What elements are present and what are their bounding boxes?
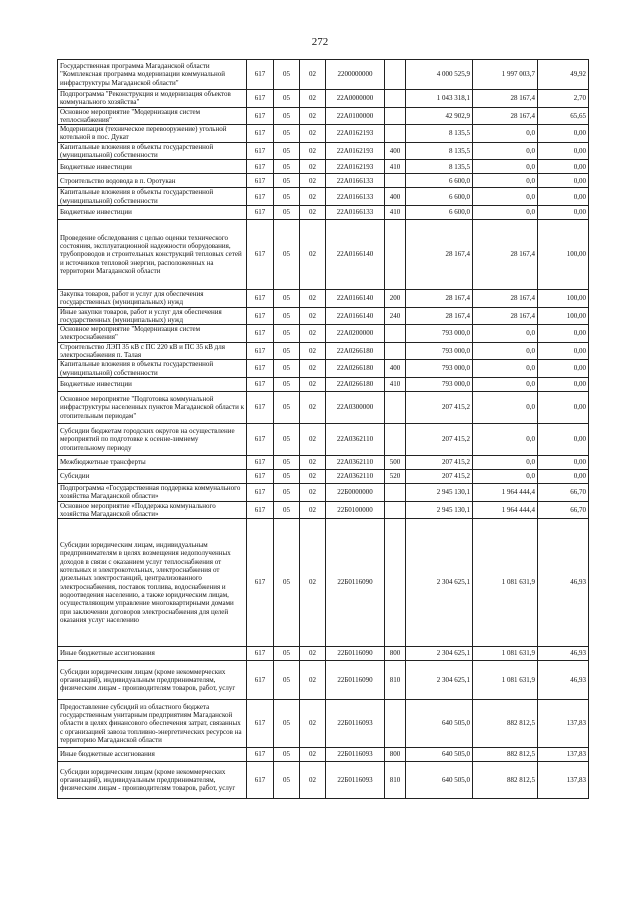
table-row	[58, 483, 589, 501]
cell-ved: 617	[247, 160, 274, 174]
cell-pct: 46,93	[538, 661, 589, 700]
cell-vr	[385, 700, 406, 748]
table-row	[58, 423, 589, 455]
cell-name: Субсидии	[58, 469, 247, 483]
cell-name: Строительство водовода в п. Оротукан	[58, 174, 247, 188]
cell-name: Подпрограмма "Реконструкция и модернизация объектов коммунального хозяйства"	[58, 90, 247, 108]
cell-fact: 0,0	[473, 469, 538, 483]
table-row	[58, 125, 589, 143]
cell-rz: 05	[274, 661, 300, 700]
cell-fact: 0,0	[473, 423, 538, 455]
cell-fact: 28 167,4	[473, 107, 538, 125]
cell-pct: 49,92	[538, 60, 589, 90]
cell-plan: 2 304 625,1	[406, 647, 473, 661]
cell-fact: 0,0	[473, 205, 538, 219]
cell-pct: 0,00	[538, 469, 589, 483]
cell-pr: 02	[300, 188, 326, 206]
table-row	[58, 519, 589, 647]
cell-pct: 0,00	[538, 423, 589, 455]
cell-plan: 207 415,2	[406, 469, 473, 483]
cell-plan: 4 000 525,9	[406, 60, 473, 90]
cell-rz: 05	[274, 519, 300, 647]
cell-vr: 410	[385, 377, 406, 391]
cell-plan: 6 600,0	[406, 188, 473, 206]
cell-fact: 1 964 444,4	[473, 501, 538, 519]
cell-csr: 22Б0116090	[326, 519, 385, 647]
table-row	[58, 60, 589, 90]
cell-plan: 640 505,0	[406, 762, 473, 799]
cell-rz: 05	[274, 205, 300, 219]
cell-plan: 207 415,2	[406, 391, 473, 423]
cell-name: Субсидии юридическим лицам (кроме некоммерческих организаций), индивидуальным предпринимателям, физическим лицам - производителям товаров, работ, услуг	[58, 762, 247, 799]
cell-csr: 22А0362110	[326, 469, 385, 483]
cell-fact: 0,0	[473, 455, 538, 469]
cell-vr: 200	[385, 289, 406, 307]
cell-name: Капитальные вложения в объекты государственной (муниципальной) собственности	[58, 142, 247, 160]
cell-fact: 0,0	[473, 125, 538, 143]
cell-csr: 22А0162193	[326, 160, 385, 174]
cell-name: Субсидии юридическим лицам (кроме некоммерческих организаций), индивидуальным предпринимателям, физическим лицам - производителям товаров, работ, услуг	[58, 661, 247, 700]
cell-plan: 28 167,4	[406, 289, 473, 307]
cell-fact: 28 167,4	[473, 289, 538, 307]
cell-ved: 617	[247, 700, 274, 748]
cell-plan: 207 415,2	[406, 423, 473, 455]
cell-pr: 02	[300, 501, 326, 519]
cell-pct: 0,00	[538, 174, 589, 188]
cell-plan: 793 000,0	[406, 377, 473, 391]
cell-rz: 05	[274, 469, 300, 483]
cell-rz: 05	[274, 174, 300, 188]
cell-pr: 02	[300, 748, 326, 762]
cell-csr: 22А0166140	[326, 219, 385, 289]
cell-pct: 0,00	[538, 391, 589, 423]
cell-name: Капитальные вложения в объекты государственной (муниципальной) собственности	[58, 188, 247, 206]
table-row	[58, 205, 589, 219]
table-row	[58, 325, 589, 343]
cell-rz: 05	[274, 483, 300, 501]
cell-pr: 02	[300, 289, 326, 307]
cell-pr: 02	[300, 455, 326, 469]
cell-vr: 810	[385, 762, 406, 799]
cell-plan: 28 167,4	[406, 219, 473, 289]
cell-csr: 22А0166133	[326, 174, 385, 188]
cell-pct: 137,83	[538, 762, 589, 799]
cell-csr: 22А0100000	[326, 107, 385, 125]
cell-csr: 22Б0116093	[326, 748, 385, 762]
cell-fact: 1 964 444,4	[473, 483, 538, 501]
cell-name: Закупка товаров, работ и услуг для обеспечения государственных (муниципальных) нужд	[58, 289, 247, 307]
cell-ved: 617	[247, 125, 274, 143]
cell-rz: 05	[274, 360, 300, 378]
cell-ved: 617	[247, 142, 274, 160]
cell-plan: 793 000,0	[406, 325, 473, 343]
cell-pct: 100,00	[538, 307, 589, 325]
cell-ved: 617	[247, 90, 274, 108]
cell-plan: 640 505,0	[406, 700, 473, 748]
cell-ved: 617	[247, 423, 274, 455]
cell-vr	[385, 391, 406, 423]
table-row	[58, 289, 589, 307]
cell-pct: 0,00	[538, 188, 589, 206]
table-row	[58, 647, 589, 661]
cell-ved: 617	[247, 325, 274, 343]
cell-pr: 02	[300, 647, 326, 661]
cell-fact: 28 167,4	[473, 219, 538, 289]
cell-name: Иные бюджетные ассигнования	[58, 748, 247, 762]
cell-pr: 02	[300, 125, 326, 143]
cell-pct: 66,70	[538, 483, 589, 501]
cell-pr: 02	[300, 142, 326, 160]
cell-fact: 1 081 631,9	[473, 661, 538, 700]
table-row	[58, 188, 589, 206]
cell-pr: 02	[300, 307, 326, 325]
cell-plan: 793 000,0	[406, 360, 473, 378]
cell-fact: 0,0	[473, 160, 538, 174]
cell-vr	[385, 107, 406, 125]
cell-plan: 1 043 318,1	[406, 90, 473, 108]
cell-vr: 240	[385, 307, 406, 325]
cell-csr: 22А0166140	[326, 289, 385, 307]
cell-fact: 28 167,4	[473, 90, 538, 108]
cell-vr: 800	[385, 647, 406, 661]
cell-csr: 22А0166133	[326, 188, 385, 206]
cell-vr: 400	[385, 188, 406, 206]
cell-pct: 137,83	[538, 748, 589, 762]
cell-rz: 05	[274, 325, 300, 343]
page-number: 272	[311, 36, 329, 48]
cell-csr: 22А0266180	[326, 342, 385, 360]
cell-plan: 2 945 130,1	[406, 501, 473, 519]
cell-pct: 2,70	[538, 90, 589, 108]
cell-pr: 02	[300, 762, 326, 799]
cell-pr: 02	[300, 107, 326, 125]
cell-plan: 2 945 130,1	[406, 483, 473, 501]
cell-rz: 05	[274, 423, 300, 455]
cell-ved: 617	[247, 391, 274, 423]
cell-vr	[385, 519, 406, 647]
cell-pr: 02	[300, 174, 326, 188]
cell-vr	[385, 501, 406, 519]
cell-name: Иные бюджетные ассигнования	[58, 647, 247, 661]
cell-csr: 22А0200000	[326, 325, 385, 343]
cell-pr: 02	[300, 469, 326, 483]
cell-name: Бюджетные инвестиции	[58, 205, 247, 219]
cell-pct: 46,93	[538, 647, 589, 661]
cell-ved: 617	[247, 647, 274, 661]
cell-fact: 0,0	[473, 360, 538, 378]
cell-plan: 2 304 625,1	[406, 661, 473, 700]
cell-fact: 0,0	[473, 377, 538, 391]
cell-vr: 400	[385, 142, 406, 160]
cell-ved: 617	[247, 748, 274, 762]
cell-csr: 22А0162193	[326, 125, 385, 143]
cell-vr: 520	[385, 469, 406, 483]
cell-name: Предоставление субсидий из областного бюджета государственным унитарным предприятиям Магаданской области в целях финансового обеспечения затрат, связанных с организацией завоза топливно-энергетических ресурсов на территорию Магаданской области	[58, 700, 247, 748]
cell-pr: 02	[300, 342, 326, 360]
cell-pct: 46,93	[538, 519, 589, 647]
cell-csr: 22А0266180	[326, 360, 385, 378]
cell-pct: 100,00	[538, 289, 589, 307]
table-row	[58, 501, 589, 519]
cell-name: Межбюджетные трансферты	[58, 455, 247, 469]
cell-fact: 0,0	[473, 188, 538, 206]
cell-pr: 02	[300, 483, 326, 501]
cell-rz: 05	[274, 307, 300, 325]
cell-csr: 22Б0116090	[326, 661, 385, 700]
cell-pr: 02	[300, 160, 326, 174]
cell-csr: 22А0166133	[326, 205, 385, 219]
cell-ved: 617	[247, 519, 274, 647]
cell-vr: 800	[385, 748, 406, 762]
cell-rz: 05	[274, 762, 300, 799]
cell-ved: 617	[247, 307, 274, 325]
cell-fact: 0,0	[473, 391, 538, 423]
cell-fact: 28 167,4	[473, 307, 538, 325]
cell-csr: 22Б0100000	[326, 501, 385, 519]
cell-csr: 22Б0000000	[326, 483, 385, 501]
cell-plan: 28 167,4	[406, 307, 473, 325]
cell-fact: 0,0	[473, 142, 538, 160]
cell-rz: 05	[274, 748, 300, 762]
cell-ved: 617	[247, 455, 274, 469]
cell-pct: 0,00	[538, 455, 589, 469]
cell-name: Основное мероприятие "Подготовка коммунальной инфраструктуры населенных пунктов Магаданской области к отопительным периодам"	[58, 391, 247, 423]
cell-pr: 02	[300, 700, 326, 748]
table-body	[58, 60, 589, 799]
cell-csr: 22Б0116093	[326, 762, 385, 799]
cell-pr: 02	[300, 325, 326, 343]
cell-plan: 640 505,0	[406, 748, 473, 762]
cell-ved: 617	[247, 219, 274, 289]
cell-vr: 810	[385, 661, 406, 700]
table-row	[58, 377, 589, 391]
table-row	[58, 219, 589, 289]
table-row	[58, 455, 589, 469]
table-row	[58, 307, 589, 325]
cell-pr: 02	[300, 60, 326, 90]
cell-ved: 617	[247, 107, 274, 125]
table-row	[58, 342, 589, 360]
cell-plan: 6 600,0	[406, 174, 473, 188]
cell-ved: 617	[247, 360, 274, 378]
cell-name: Модернизация (техническое перевооружение) угольной котельной в пос. Дукат	[58, 125, 247, 143]
cell-pr: 02	[300, 360, 326, 378]
cell-vr	[385, 174, 406, 188]
cell-name: Субсидии бюджетам городских округов на осуществление мероприятий по подготовке к осенне-зимнему отопительному периоду	[58, 423, 247, 455]
cell-csr: 22Б0116093	[326, 700, 385, 748]
cell-fact: 0,0	[473, 342, 538, 360]
cell-pct: 0,00	[538, 342, 589, 360]
table-row	[58, 762, 589, 799]
cell-csr: 22А0162193	[326, 142, 385, 160]
cell-pr: 02	[300, 90, 326, 108]
cell-pr: 02	[300, 205, 326, 219]
cell-fact: 882 812,5	[473, 762, 538, 799]
cell-pr: 02	[300, 661, 326, 700]
cell-pct: 65,65	[538, 107, 589, 125]
cell-vr	[385, 483, 406, 501]
cell-vr	[385, 219, 406, 289]
cell-ved: 617	[247, 661, 274, 700]
cell-plan: 6 600,0	[406, 205, 473, 219]
cell-name: Бюджетные инвестиции	[58, 377, 247, 391]
cell-plan: 207 415,2	[406, 455, 473, 469]
cell-vr	[385, 325, 406, 343]
cell-rz: 05	[274, 142, 300, 160]
cell-pr: 02	[300, 519, 326, 647]
cell-pct: 66,70	[538, 501, 589, 519]
cell-plan: 793 000,0	[406, 342, 473, 360]
cell-ved: 617	[247, 205, 274, 219]
cell-name: Иные закупки товаров, работ и услуг для обеспечения государственных (муниципальных) нужд	[58, 307, 247, 325]
cell-fact: 0,0	[473, 174, 538, 188]
cell-name: Строительство ЛЭП 35 кВ с ПС 220 кВ и ПС 35 кВ для электроснабжения п. Талая	[58, 342, 247, 360]
table-row	[58, 160, 589, 174]
cell-ved: 617	[247, 60, 274, 90]
cell-pct: 0,00	[538, 205, 589, 219]
table-row	[58, 700, 589, 748]
cell-name: Бюджетные инвестиции	[58, 160, 247, 174]
cell-csr: 22А0362110	[326, 423, 385, 455]
cell-csr: 22Б0116090	[326, 647, 385, 661]
cell-pct: 0,00	[538, 142, 589, 160]
cell-csr: 22А0000000	[326, 90, 385, 108]
cell-pct: 0,00	[538, 325, 589, 343]
cell-csr: 22А0166140	[326, 307, 385, 325]
cell-plan: 8 135,5	[406, 125, 473, 143]
cell-vr: 410	[385, 205, 406, 219]
cell-ved: 617	[247, 289, 274, 307]
cell-rz: 05	[274, 700, 300, 748]
cell-rz: 05	[274, 60, 300, 90]
cell-fact: 1 081 631,9	[473, 647, 538, 661]
cell-vr	[385, 90, 406, 108]
cell-vr	[385, 60, 406, 90]
cell-name: Субсидии юридическим лицам, индивидуальным предпринимателям в целях возмещения недополученных доходов в связи с оказанием услуг теплоснабжения от котельных и электрокотельных, электроснабжения от дизельных электростанций, централизованного электроснабжения, поставок топлива, водоснабжения и водоотведения населению, а также юридическим лицам, осуществляющим управление многоквартирными домами при заключении договоров электроснабжения для целей оказания услуг населению	[58, 519, 247, 647]
cell-rz: 05	[274, 501, 300, 519]
cell-csr: 22А0300000	[326, 391, 385, 423]
table-row	[58, 469, 589, 483]
cell-ved: 617	[247, 762, 274, 799]
cell-rz: 05	[274, 455, 300, 469]
table-row	[58, 174, 589, 188]
cell-plan: 8 135,5	[406, 142, 473, 160]
budget-table	[57, 59, 589, 799]
cell-pct: 0,00	[538, 377, 589, 391]
cell-vr: 410	[385, 160, 406, 174]
cell-ved: 617	[247, 174, 274, 188]
cell-vr: 500	[385, 455, 406, 469]
cell-pr: 02	[300, 423, 326, 455]
cell-rz: 05	[274, 188, 300, 206]
cell-vr: 400	[385, 360, 406, 378]
cell-pr: 02	[300, 377, 326, 391]
cell-rz: 05	[274, 391, 300, 423]
cell-rz: 05	[274, 342, 300, 360]
cell-plan: 2 304 625,1	[406, 519, 473, 647]
cell-rz: 05	[274, 219, 300, 289]
cell-pr: 02	[300, 219, 326, 289]
cell-fact: 882 812,5	[473, 748, 538, 762]
cell-name: Государственная программа Магаданской области "Комплексная программа модернизации коммунальной инфраструктуры Магаданской области"	[58, 60, 247, 90]
cell-rz: 05	[274, 647, 300, 661]
cell-name: Основное мероприятие «Поддержка коммунального хозяйства Магаданской области»	[58, 501, 247, 519]
cell-ved: 617	[247, 188, 274, 206]
table-row	[58, 748, 589, 762]
cell-name: Капитальные вложения в объекты государственной (муниципальной) собственности	[58, 360, 247, 378]
cell-pct: 137,83	[538, 700, 589, 748]
table-row	[58, 360, 589, 378]
table-row	[58, 107, 589, 125]
cell-csr: 2200000000	[326, 60, 385, 90]
table-row	[58, 391, 589, 423]
cell-ved: 617	[247, 377, 274, 391]
cell-vr	[385, 423, 406, 455]
cell-name: Основное мероприятие "Модернизация систем теплоснабжения"	[58, 107, 247, 125]
cell-fact: 1 081 631,9	[473, 519, 538, 647]
cell-ved: 617	[247, 469, 274, 483]
cell-name: Основное мероприятие "Модернизация систем электроснабжения"	[58, 325, 247, 343]
table-row	[58, 142, 589, 160]
cell-pct: 0,00	[538, 125, 589, 143]
cell-csr: 22А0362110	[326, 455, 385, 469]
cell-fact: 882 812,5	[473, 700, 538, 748]
cell-rz: 05	[274, 107, 300, 125]
cell-ved: 617	[247, 501, 274, 519]
table-row	[58, 90, 589, 108]
cell-plan: 42 902,9	[406, 107, 473, 125]
cell-pct: 100,00	[538, 219, 589, 289]
cell-rz: 05	[274, 90, 300, 108]
cell-plan: 8 135,5	[406, 160, 473, 174]
cell-pct: 0,00	[538, 360, 589, 378]
cell-ved: 617	[247, 342, 274, 360]
cell-pr: 02	[300, 391, 326, 423]
cell-rz: 05	[274, 377, 300, 391]
cell-rz: 05	[274, 289, 300, 307]
cell-rz: 05	[274, 160, 300, 174]
cell-name: Проведение обследования с целью оценки технического состояния, эксплуатационной надежности оборудования, трубопроводов и строительных конструкций тепловых сетей и источников тепловой энергии, расположенных на территории Магаданской области	[58, 219, 247, 289]
cell-vr	[385, 342, 406, 360]
cell-ved: 617	[247, 483, 274, 501]
table-row	[58, 661, 589, 700]
cell-fact: 1 997 003,7	[473, 60, 538, 90]
cell-rz: 05	[274, 125, 300, 143]
cell-name: Подпрограмма «Государственная поддержка коммунального хозяйства Магаданской области»	[58, 483, 247, 501]
cell-pct: 0,00	[538, 160, 589, 174]
cell-vr	[385, 125, 406, 143]
cell-csr: 22А0266180	[326, 377, 385, 391]
cell-fact: 0,0	[473, 325, 538, 343]
